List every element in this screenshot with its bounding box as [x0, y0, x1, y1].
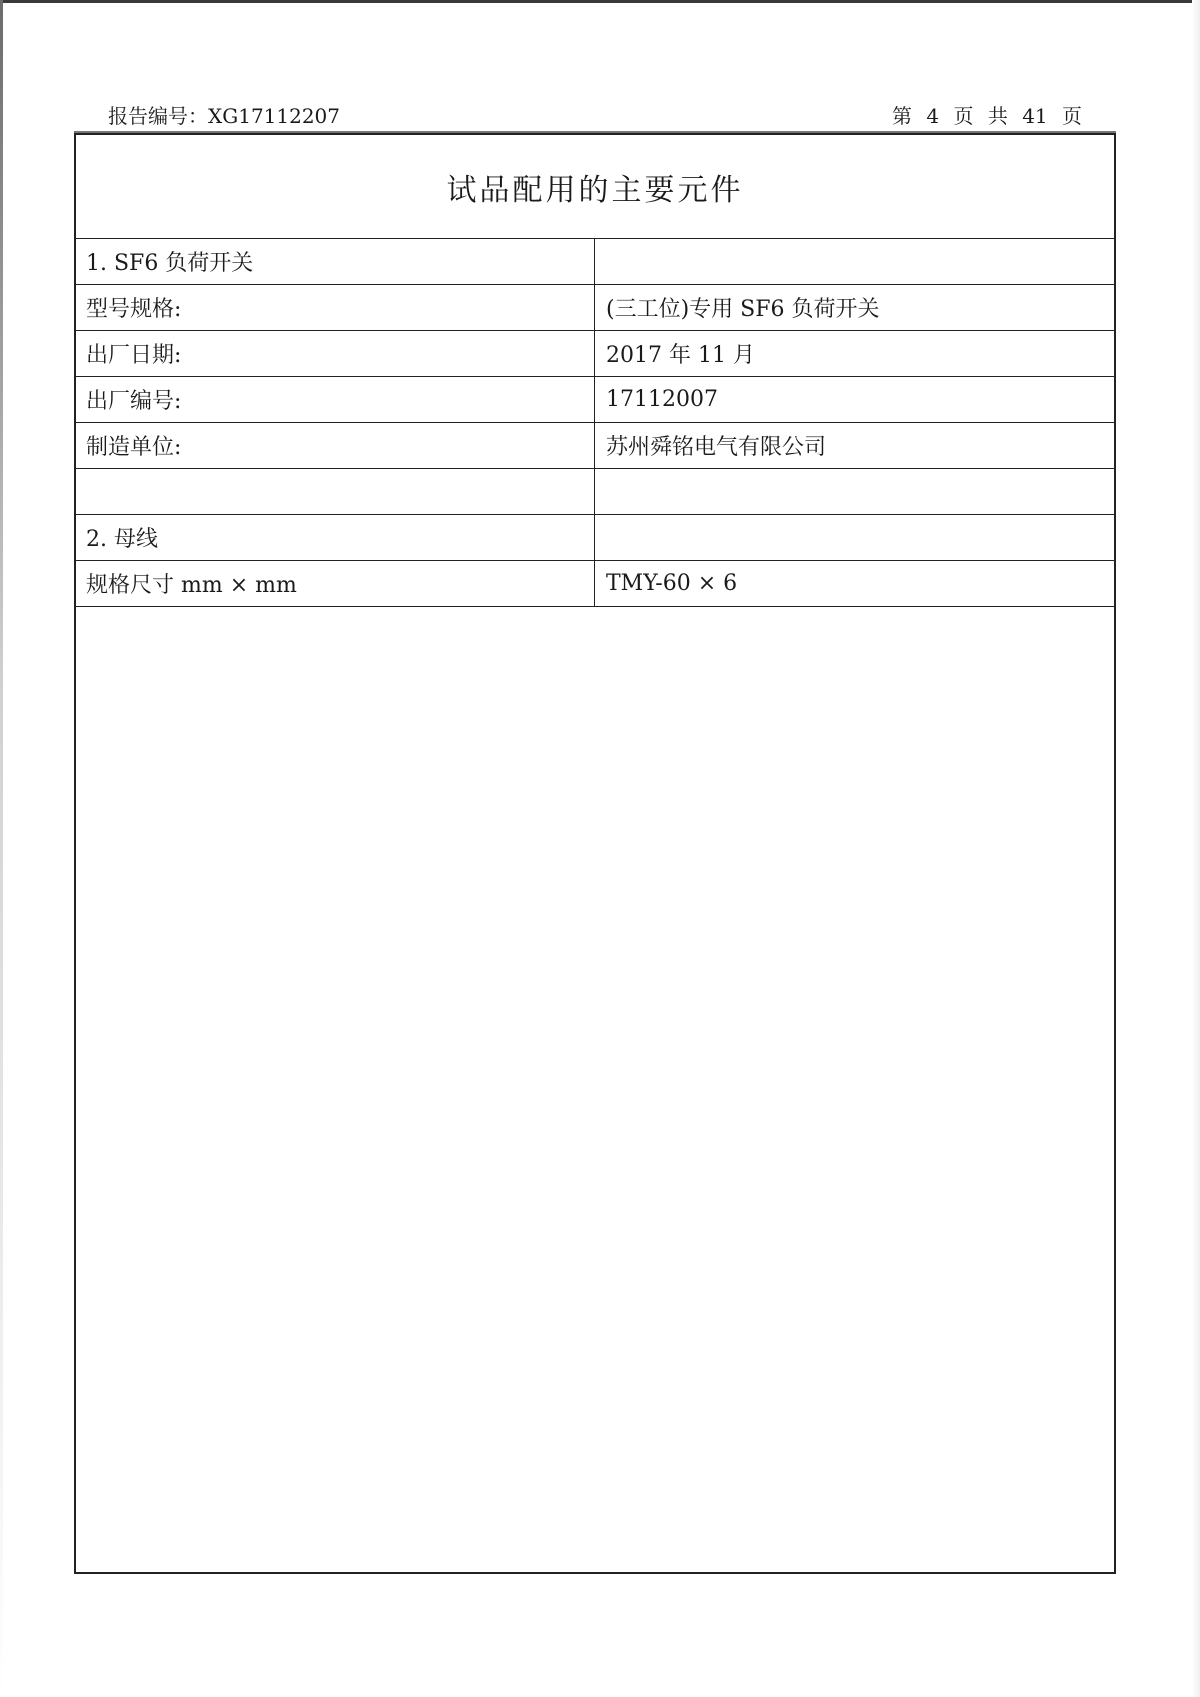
row-value	[595, 469, 1114, 514]
scan-edge-right	[1192, 0, 1200, 1697]
document-title: 试品配用的主要元件	[76, 135, 1114, 239]
scan-edge-left	[0, 0, 3, 1697]
row-label: 出厂编号:	[76, 377, 595, 422]
table-row	[76, 561, 1114, 607]
report-number: 报告编号：XG17112207	[108, 104, 341, 128]
page-total-prefix: 共	[987, 104, 1008, 128]
page-current: 4	[926, 104, 940, 128]
row-value: (三工位)专用 SF6 负荷开关	[606, 297, 880, 322]
table-row	[76, 331, 1114, 377]
row-value: 17112007	[606, 387, 718, 412]
row-value: TMY-60 × 6	[606, 571, 738, 596]
row-label: 出厂日期:	[76, 331, 595, 376]
row-label: 制造单位:	[76, 423, 595, 468]
page-total-unit: 页	[1062, 104, 1082, 128]
document-frame	[74, 133, 1116, 1574]
table-row	[76, 377, 1114, 423]
page-number	[892, 100, 1082, 129]
page-header	[108, 100, 1082, 130]
page-total: 41	[1022, 104, 1048, 128]
page-unit: 页	[953, 104, 974, 128]
row-value	[595, 239, 1114, 284]
scan-edge-top	[0, 0, 1200, 3]
row-label	[76, 469, 595, 514]
table-row	[76, 423, 1114, 469]
row-value: 2017 年 11 月	[606, 343, 755, 368]
table-row	[76, 515, 1114, 561]
row-value: 苏州舜铭电气有限公司	[606, 435, 827, 460]
row-label: 1. SF6 负荷开关	[76, 239, 595, 284]
row-label: 型号规格:	[76, 285, 595, 330]
table-row	[76, 285, 1114, 331]
row-label: 2. 母线	[76, 515, 595, 560]
components-table	[76, 239, 1114, 607]
row-value	[595, 515, 1114, 560]
table-row	[76, 239, 1114, 285]
page-number-prefix: 第	[892, 104, 913, 128]
table-row	[76, 469, 1114, 515]
row-label: 规格尺寸 mm × mm	[76, 561, 595, 606]
